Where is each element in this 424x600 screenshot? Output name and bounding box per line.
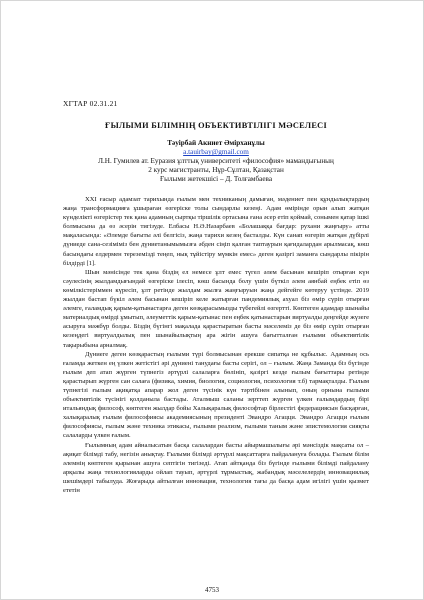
paragraph-3: Дүниеге деген көзқарастың ғылыми түрі болмысынан ерекше сипатқа не құбылыс. Адамның ось ғаламда жеткен ең үлкен жетістігі әрі дүниені танудағы басты серігі, ол – ғылым. Жаңа Заманда біз бүгінде ғылым деп атап жүрген түпнегіз әртүрлі салаларға бөлінiп, қазіргі кезде ғылым бағыттары ретінде қарастырып жүрген сан салаға (физика, химия, биология, социология, психология т.б) тармақталды. Ғылым түпнегізі ғылым ақиқатқа апарар жол деген түсінік күн тәртібінен алынып, оның орнына ғылыми объективтілік түсінігі қолданыла бастады. Аталмыш саланы зерттеп жүрген үлкен ғалымдардың бірі итальяндық философ, көптеген жылдар бойы Халықаралық философтар бірлестігі федерациясын басқарған, халықаралық ғылым философиясы академиясының президенті Эвандро Агацци. Эвандро Агацци ғылым философиясы, ғылым және техника этикасы, ғылыми реализм, ғылыми таным және эпистемология сияқты салаларды үлкен ғалым. [63, 350, 369, 440]
paragraph-2: Шын мәнісінде тек қана біздің ел немесе ұлт емес түгел әлем басынан кешіріп отырған күн сәулесінің жылдамдығындай өзгеріске ілесіп, көш басында болу үшін бүткіл әлем аянбай еңбек етіп өз көмілкістеріммен күресіп, ұлт ретінде жылдам жылға жаңғыруын жаңа дейгейге көтеруу үстінде. 2019 жылдан бастап бүкіл әлем басынан кешірiп келе жатырған пандемиялық ахуал біз өмір сүріп отырған әлемге, ғаламдық қарым-қатынастарға деген көзқарасымызды түбегейлі өзгертті. Көптеген адамдар шынайы материалдық өмірді ұмытып, әлеуметтік қарым-қатынас пен еңбек қатынастарын виртуалды деңгейде жүзеге асыруға мәжбүр болды. Біздің бүгінгі мақалада қарастыратын басты мәселеміз де біз өмір сүріп отырған кезеңдегі виртуалдылық пен шынайылықтың ара жігін ашуға бағытталған ғылыми объективтілік тақырыбына арналмақ. [63, 268, 369, 349]
article-code: ХГТАР 02.31.21 [63, 99, 118, 108]
article-title: ҒЫЛЫМИ БІЛІМНІҢ ОБЪЕКТИВТІЛІГІ МӘСЕЛЕСІ [105, 121, 327, 130]
article-body [63, 195, 369, 495]
page-number: 4753 [205, 586, 219, 594]
affiliation-line-2: 2 курс магистранты, Нұр-Сұлтан, Қазақстан [148, 166, 284, 175]
paragraph-4: Ғылымның адам айналысатын басқа салалардан басты айырмашылығы әрі мәнсіздік мақсаты ол – ақиқат білімді табу, негізін анықтау. Ғылыми білімді әртүрлі мақсаттарға пайдалануға болады. Ғылым білім әлемнің көптеген қырынан ашуға септігін тигізеді. Атап айтқанда біз бүгінде ғылыми білімді пайдалану арқылы жаңа технологияларды ойлап тауып, әртүрлі тұрмыстық, жабандық мәселелердің инновациялық шешімдері табылуда. Жоғарыда айтылған инновация, технология тағы да басқа адам игілігі үшін қызмет ететін [63, 441, 369, 494]
paragraph-1: XXI ғасыр адамзат тарихында ғылым мен техниканың дамыған, мәдениет пен құндылықтардың жаңа трансформацияға ұшыраған өзгеріске толы сындарлы кезеңі. Адам өмірінде орын алып жатқан күнделікті өзгерістер тек қана адамның сыртқы тіршілік ортасына ғана әсер етіп қоймай, сонымен қатар ішкі болмысына да өз әсерін тигізуде. Елбасы Н.Ә.Назарбаев «Болашаққа бағдар: рухани жаңғыру» атты мақаласында: «Әлемде бағыты әлі белгісіз, жаңа тарихи кезең басталды. Күн санап өзгеріп жатқан дүбірлі дүниеде сана-сезіміміз бен дүниетанымымызға әбден сіңіп қалған таптаурын қағидалардан арылмасақ, көш басындағы елдермен тереземіздi теңеп, нық тұйістіру мүмкін емес» деген қазіргі заманға сындарлы пікірін білдірді [1]. [63, 196, 369, 267]
author-email-link[interactable]: a.tauirbay@gmail.com [183, 148, 249, 157]
author-block [63, 139, 369, 184]
affiliation-line-1: Л.Н. Гумилев ат. Еуразия ұлттық университеті «философия» мамандығының [98, 157, 334, 166]
supervisor-line: Ғылыми жетекшісі – Д. Толғамбаева [159, 175, 273, 184]
author-name: Тәуірбай Акниет Әмірханұлы [167, 139, 265, 147]
